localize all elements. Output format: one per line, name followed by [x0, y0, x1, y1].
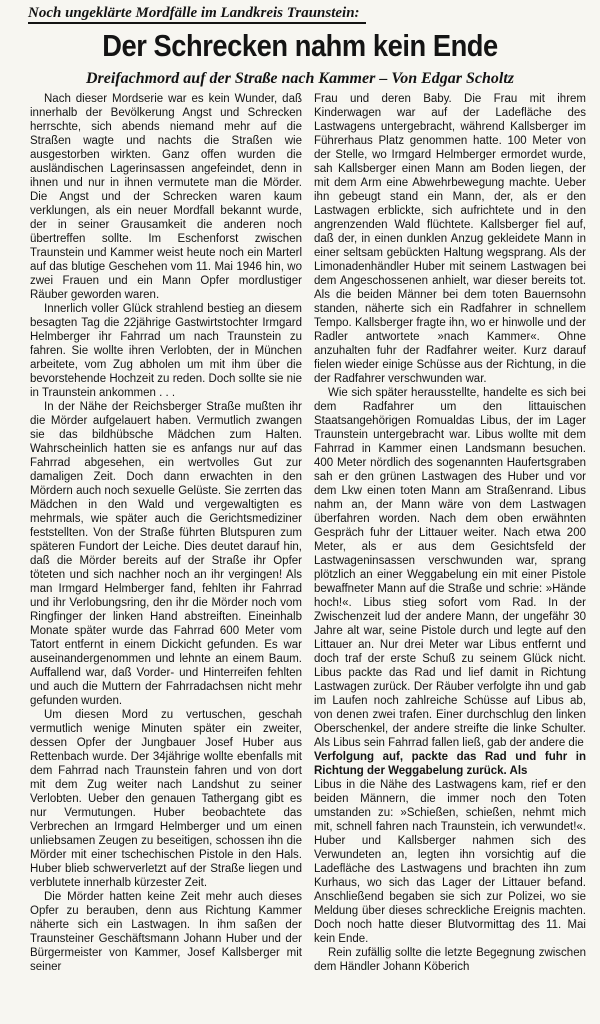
paragraph: Frau und deren Baby. Die Frau mit ihrem Kinderwagen war auf der Ladefläche des Lastwagens untergebracht, während Kallsberger im Führerhaus Platz genommen hatte. 100 Meter von der Stelle, wo Irmgard Helmberger ermordet wurde, sah Kallsberger einen Mann am Boden liegen, der mit dem Arm eine Abwehrbewegung machte. Ueber ihn gebeugt stand ein Mann, der, als er den Lastwagen erblickte, sich aufrichtete und in den angrenzenden Wald flüchtete. Kallsberger fiel auf, daß der, in einen dunklen Anzug gekleidete Mann in einer seltsam gebückten Haltung wegsprang. Als der Limonadenhändler Huber mit seinem Lastwagen bei dem Angeschossenen anhielt, war dieser bereits tot. Als die beiden Männer bei dem toten Bauernsohn standen, näherte sich ein Radfahrer in schnellem Tempo. Kallsberger fragte ihn, wo er hinwolle und der Radler antwortete »nach Kammer«. Ohne anzuhalten fuhr der Radfahrer weiter. Kurz darauf fielen wieder einige Schüsse aus der Richtung, in die der Radfahrer verschwunden war.	[314, 93, 586, 385]
article-headline: Der Schrecken nahm kein Ende	[102, 28, 498, 63]
paragraph: Wie sich später herausstellte, handelte es sich bei dem Radfahrer um den littauischen Staatsangehörigen Romualdas Libus, der im Lager Traunstein untergebracht war. Libus wollte mit dem Fahrrad in Kammer einen Landsmann besuchen. 400 Meter nördlich des sogenannten Haufertsgraben sah er den grünen Lastwagen des Huber und vor dem Lkw einen toten Mann am Straßenrand. Libus nahm an, der Mann wäre von dem Lastwagen überfahren worden. Nach dem oben erwähnten Gespräch fuhr der Littauer weiter. Nach etwa 200 Meter, als er aus dem Gesichtsfeld der Lastwageninsassen verschwunden war, sprang plötzlich an einer Weggabelung ein mit einer Pistole bewaffneter Mann auf die Straße und schrie: »Hände hoch!«. Libus stieg sofort vom Rad. In der Zwischenzeit lud der andere Mann, der ungefähr 30 Jahre alt war, seine Pistole durch und legte auf den Littauer an. Nur drei Meter war Libus entfernt und doch traf der erste Schuß zu seinem Glück nicht. Libus packte das Rad und lief damit in Richtung Lastwagen zurück. Der Räuber verfolgte ihn und gab im Laufen noch zahlreiche Schüsse auf Libus ab, von denen zwei trafen. Einer durchschlug den linken Oberschenkel, der andere streifte die linke Schulter. Als Libus sein Fahrrad fallen ließ, gab der andere die	[314, 387, 586, 749]
paragraph: Rein zufällig sollte die letzte Begegnung zwischen dem Händler Johann Köberich	[314, 947, 586, 973]
paragraph: Nach dieser Mordserie war es kein Wunder, daß innerhalb der Bevölkerung Angst und Schrecken herrschte, sich abends niemand mehr auf die Straßen wagte und nachts die Straßen wie ausgestorben wirkten. Ganz offen wurden die ausländischen Lagerinsassen angefeindet, denn in ihnen und nur in ihnen vermutete man die Mörder. Die Angst und der Schrecken waren kaum verklungen, als ein neuer Mordfall bekannt wurde, der in seiner Grausamkeit die anderen noch übertreffen sollte. Im Eschenforst zwischen Traunstein und Kammer weist heute noch ein Marterl auf das blutige Geschehen vom 11. Mai 1946 hin, wo zwei Frauen und ein Mann Opfer mordlustiger Räuber geworden waren.	[30, 93, 302, 301]
paragraph: Um diesen Mord zu vertuschen, geschah vermutlich wenige Minuten später ein zweiter, dessen Opfer der Jungbauer Josef Huber aus Rettenbach wurde. Der 34jährige wollte ebenfalls mit dem Fahrrad nach Traunstein fahren und von dort mit dem Zug weiter nach Landshut zu seiner Verlobten. Ueber den genauen Tathergang gibt es nur Vermutungen. Huber beobachtete das Verbrechen an Irmgard Helmberger und um einen unliebsamen Zeugen zu beseitigen, schossen ihn die Mörder mit einer tschechischen Pistole in den Hals. Huber blieb schwerverletzt auf der Straße liegen und verblutete innerhalb kürzester Zeit.	[30, 709, 302, 889]
paragraph: Libus in die Nähe des Lastwagens kam, rief er den beiden Männern, die immer noch den Toten umstanden zu: »Schießen, schießen, nehmt mich mit, schnell fahren nach Traunstein, ich verwundet!«. Huber und Kallsberger nahmen sich des Verwundeten an, legten ihn vorsichtig auf die Ladefläche des Lastwagens und brachten ihn zum Kurhaus, wo sich das Lager der Littauer befand. Anschließend begaben sie sich zur Polizei, wo sie Meldung über dieses schreckliche Ereignis machten. Doch noch hatte dieser Blutvormittag des 11. Mai kein Ende.	[314, 779, 586, 945]
article-column-left	[30, 92, 302, 974]
kicker-line: Noch ungeklärte Mordfälle im Landkreis Traunstein:	[28, 4, 366, 24]
paragraph-bold: Verfolgung auf, packte das Rad und fuhr in Richtung der Weggabelung zurück. Als	[314, 751, 586, 777]
paragraph: Die Mörder hatten keine Zeit mehr auch dieses Opfer zu berauben, denn aus Richtung Kammer näherte sich ein Lastwagen. In ihm saßen der Traunsteiner Geschäftsmann Johann Huber und der Bürgermeister von Kammer, Josef Kallsberger mit seiner	[30, 891, 302, 973]
paragraph: In der Nähe der Reichsberger Straße mußten ihr die Mörder aufgelauert haben. Vermutlich zwangen sie das bildhübsche Mädchen zum Halten. Wahrscheinlich hatten sie es anfangs nur auf das Fahrrad abgesehen, ein wertvolles Gut zur damaligen Zeit. Doch dann erwachten in den Mördern auch noch sexuelle Gelüste. Sie zerrten das Mädchen in den Wald und vergewaltigten es mehrmals, wie später auch die Gerichtsmediziner feststellten. Von der Straße führten Blutspuren zum späteren Fundort der Leiche. Dies deutet darauf hin, daß die Mörder bereits auf der Straße ihr Opfer töteten und sich nachher noch an ihr vergingen! Als man Irmgard Helmberger fand, fehlten ihr Fahrrad und ihr Verlobungsring, den ihr die Mörder noch vom Ringfinger der linken Hand abstreiften. Eineinhalb Monate später wurde das Fahrrad 600 Meter vom Tatort entfernt in einem Dickicht gefunden. Es war auseinandergenommen und lehnte an einem Baum. Auffallend war, daß Vorder- und Hinterreifen fehlten und auch die Muttern der Fahrradachsen nicht mehr gefunden wurden.	[30, 401, 302, 707]
paragraph: Innerlich voller Glück strahlend bestieg an diesem besagten Tag die 22jährige Gastwirtstochter Irmgard Helmberger ihr Fahrrad um nach Traunstein zu fahren. Sie wollte ihren Verlobten, der in München arbeitete, vom Zug abholen um mit ihm über die bevorstehende Hochzeit zu reden. Doch sollte sie nie in Traunstein ankommen . . .	[30, 303, 302, 399]
article-subhead: Dreifachmord auf der Straße nach Kammer – Von Edgar Scholtz	[85, 70, 515, 87]
article-column-right	[314, 92, 586, 974]
